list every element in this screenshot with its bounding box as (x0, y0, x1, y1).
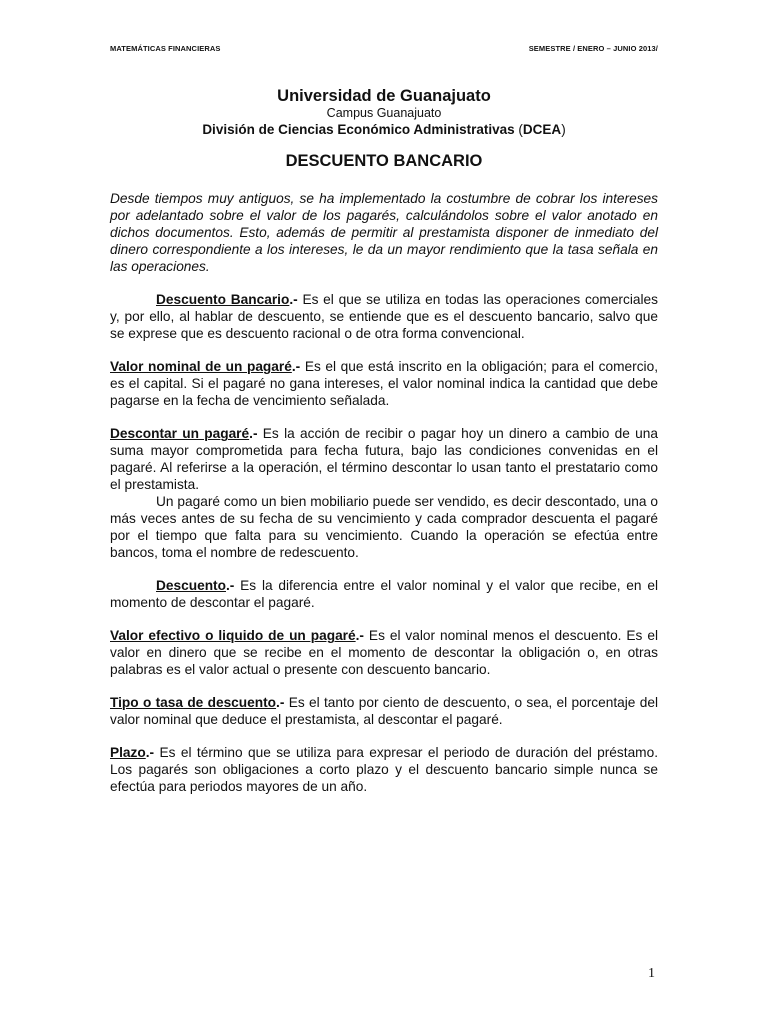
definition-separator: .- (276, 695, 285, 710)
document-body (110, 190, 658, 811)
definition-term: Descuento (156, 578, 226, 593)
definition-valor-efectivo (110, 627, 658, 678)
definition-text: Es la acción de recibir o pagar hoy un dinero a cambio de una suma mayor comprometida para fecha futura, bajo las condiciones convenidas en el pagaré. Al referirse a la operación, el término descontar lo usan tanto el prestatario como el prestamista. (110, 426, 659, 492)
definition-descuento (110, 577, 658, 611)
definition-text: Es la diferencia entre el valor nominal y el valor que recibe, en el momento de descontar el pagaré. (110, 578, 658, 610)
division-paren-close: ) (561, 122, 566, 137)
document-title: DESCUENTO BANCARIO (285, 152, 483, 170)
definition-separator: .- (225, 578, 235, 593)
definition-text: Es el que está inscrito en la obligación; para el comercio, es el capital. Si el pagaré no gana intereses, el valor nominal indica la cantidad que debe pagarse en la fecha de vencimiento señalada. (110, 359, 659, 408)
definition-tasa-descuento (110, 694, 658, 728)
definition-text: Es el valor nominal menos el descuento. Es el valor en dinero que se recibe en el momento de descontar la obligación o, en otras palabras es el valor actual o presente con descuento bancario. (110, 628, 658, 677)
division-paren-open: ( (518, 122, 523, 137)
definition-descuento-bancario (110, 291, 658, 342)
definition-text: Es el término que se utiliza para expresar el periodo de duración del préstamo. Los pagarés son obligaciones a corto plazo y el descuento bancario simple nunca se efectúa para periodos mayores de un año. (110, 745, 658, 794)
running-header (110, 44, 658, 53)
university-name: Universidad de Guanajuato (277, 87, 491, 105)
redescuento-paragraph: Un pagaré como un bien mobiliario puede ser vendido, es decir descontado, una o más veces antes de su fecha de su vencimiento y cada comprador descuenta el pagaré por el tiempo que falta para su vencimiento. Cuando la operación se efectúa entre bancos, toma el nombre de redescuento. (110, 494, 658, 560)
page-number: 1 (648, 966, 655, 981)
definition-term: Descontar un pagaré (110, 426, 250, 441)
division-text: División de Ciencias Económico Administrativas (202, 122, 515, 137)
definition-text: Es el que se utiliza en todas las operaciones comerciales y, por ello, al hablar de descuento, se entiende que es el descuento bancario, salvo que se exprese que es descuento racional o de otra forma convencional. (110, 292, 658, 341)
definition-plazo (110, 744, 658, 795)
title-block (0, 86, 768, 138)
division-name (0, 121, 768, 138)
definition-separator: .- (145, 745, 155, 760)
definition-text: Es el tanto por ciento de descuento, o sea, el porcentaje del valor nominal que deduce el prestamista, al descontar el pagaré. (110, 695, 658, 727)
definition-separator: .- (289, 292, 298, 307)
definition-separator: .- (249, 426, 258, 441)
header-course: MATEMÁTICAS FINANCIERAS (110, 44, 221, 53)
definition-term: Descuento Bancario (156, 292, 290, 307)
header-semester: SEMESTRE / ENERO – JUNIO 2013/ (528, 44, 658, 53)
division-abbr: DCEA (522, 122, 562, 137)
definition-term: Tipo o tasa de descuento (110, 695, 277, 710)
definition-term: Valor efectivo o liquido de un pagaré (110, 628, 356, 643)
definition-separator: .- (355, 628, 364, 643)
definition-term: Plazo (110, 745, 146, 760)
definition-separator: .- (291, 359, 301, 374)
definition-term: Valor nominal de un pagaré (110, 359, 292, 374)
campus-name: Campus Guanajuato (326, 106, 442, 120)
definition-valor-nominal (110, 358, 658, 409)
intro-paragraph: Desde tiempos muy antiguos, se ha implementado la costumbre de cobrar los intereses por adelantado sobre el valor de los pagarés, calculándolos sobre el valor anotado en dichos documentos. Esto, además de permitir al prestamista disponer de inmediato del dinero correspondiente a los intereses, le da un mayor rendimiento que la tasa señala en las operaciones. (110, 191, 658, 274)
definition-descontar-pagare (110, 425, 658, 493)
